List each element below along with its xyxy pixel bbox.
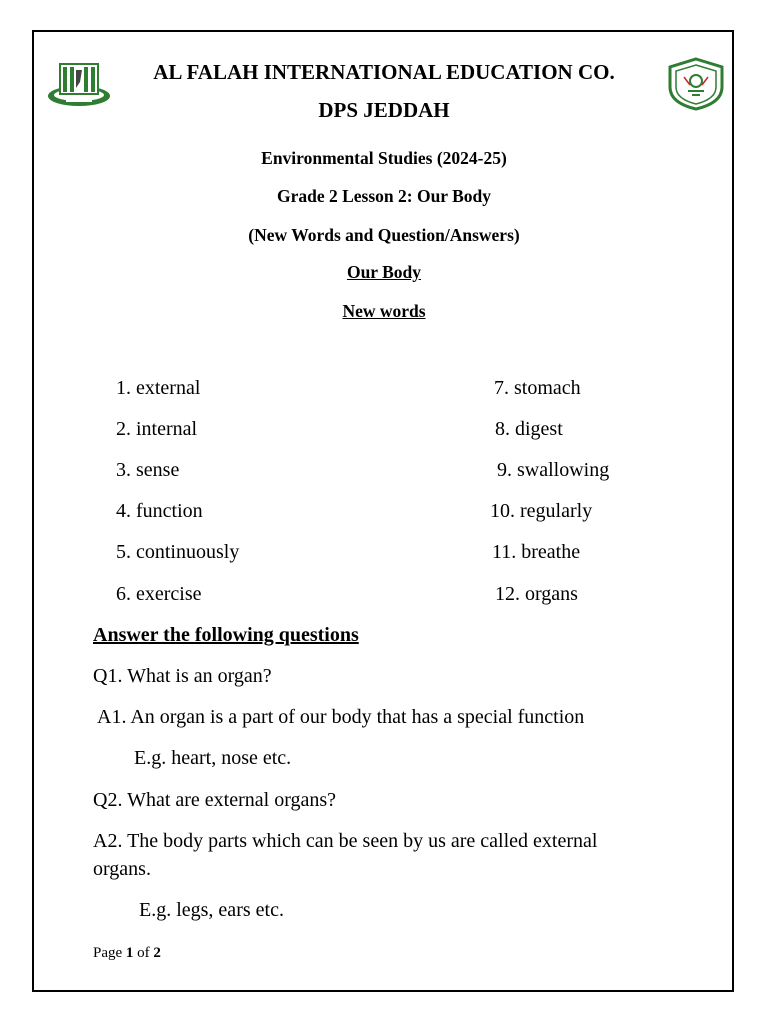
new-word-item: 2. internal <box>116 418 198 440</box>
new-word-item: 8. digest <box>495 418 563 440</box>
new-word-item: 11. breathe <box>492 541 581 563</box>
school-name: DPS JEDDAH <box>318 98 450 122</box>
topic-heading: Our Body <box>346 262 422 282</box>
current-page: 1 <box>125 945 134 961</box>
new-word-item: 1. external <box>116 377 201 399</box>
lesson-title: Grade 2 Lesson 2: Our Body <box>276 186 492 206</box>
question-1: Q1. What is an organ? <box>93 665 272 687</box>
answer-2-example: E.g. legs, ears etc. <box>139 899 284 921</box>
questions-heading: Answer the following questions <box>93 624 359 646</box>
answer-2: A2. The body parts which can be seen by us are called external organs. <box>93 830 598 880</box>
organization-name: AL FALAH INTERNATIONAL EDUCATION CO. <box>153 60 615 84</box>
new-word-item: 5. continuously <box>116 541 240 563</box>
question-2: Q2. What are external organs? <box>93 789 337 811</box>
total-pages: 2 <box>153 945 161 961</box>
answer-1: A1. An organ is a part of our body that has a special function <box>97 706 585 728</box>
new-word-item: 9. swallowing <box>497 459 610 481</box>
subject-title: Environmental Studies (2024-25) <box>261 148 507 168</box>
new-word-item: 10. regularly <box>490 500 593 522</box>
page-label: Page <box>93 945 123 961</box>
new-word-item: 4. function <box>116 500 203 522</box>
of-label: of <box>137 945 150 961</box>
new-word-item: 7. stomach <box>494 377 581 399</box>
document-note: (New Words and Question/Answers) <box>248 225 520 245</box>
new-word-item: 6. exercise <box>116 583 202 605</box>
answer-1-example: E.g. heart, nose etc. <box>134 747 292 769</box>
new-word-item: 12. organs <box>495 583 578 605</box>
page-number <box>93 945 161 962</box>
new-words-heading: New words <box>342 301 426 321</box>
new-word-item: 3. sense <box>116 459 180 481</box>
